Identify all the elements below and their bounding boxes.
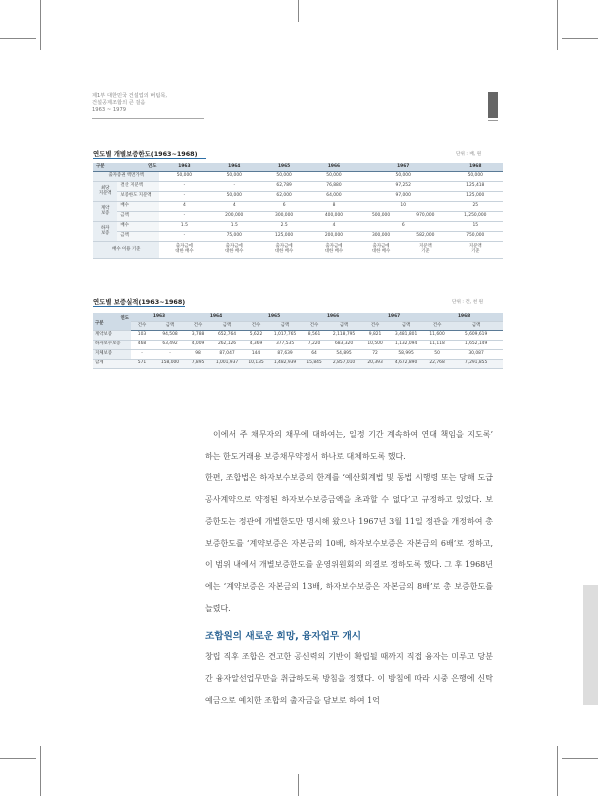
table-row: 금액 - 200,000 300,000 400,000 500,000 970,000 1,250,000 [93,212,503,222]
chapter-tab-rule [488,120,498,121]
year-header: 1967 [359,163,448,172]
table2-corner: 연도 구분 [93,313,131,331]
table-row: 금액 - 75,000 125,000 200,000 300,000 582,000 750,000 [93,232,503,242]
body-paragraph-2: 한편, 조합법은 하자보수보증의 한계를 ‘예산회계법 및 동법 시행령 또는 당해 도급공사계약으로 약정된 하자보수보증금액을 초과할 수 없다’고 규정하고 있었다. 보증한도는 정관에 개별한도만 명시해 왔으나 1967년 3월 11일 정관을 개정하여 총 보증한도를 ‘계약보증은 자본금의 10배, 하자보수보증은 자본금의 6배’로 정하고, 이 범위 내에서 개별보증한도를 운영위원회의 의결로 정하도록 했다. 그 후 1968년에는 ‘계약보증은 자본금의 13배, 하자보수보증은 자본금의 8배’로 총 보증한도를 늘렸다. [205,473,493,613]
table2-subheader-row: 건수 금액 건수 금액 건수 금액 건수 금액 건수 금액 건수 금액 [93,322,503,331]
table2-header-row [93,313,503,322]
crop-mark [0,758,36,759]
crop-mark [298,0,299,22]
year-header: 1964 [209,163,259,172]
table1-title: 연도별 개별보증한도(1963~1968) [93,150,198,158]
year-header: 1968 [425,313,503,322]
body-paragraph-1: 이에서 주 채무자의 채무에 대하여는, 일정 기간 계속하여 연대 책임을 지도록’ 하는 한도거래용 보증채무약정서 하나로 대체하도록 했다. [205,430,493,461]
table-row: 하자보수보증 468 63,492 4,009 262,126 4,369 377,535 7,220 683,320 10,500 1,132,094 11,118 1,652,149 [93,340,503,350]
year-header: 1966 [309,163,359,172]
crop-mark [40,746,41,796]
table1-header-row [93,163,503,172]
header-line-1: 제1부 대한민국 건설업의 버팀목, [92,93,168,99]
table-row: 계약 보증 배수 4 4 6 8 10 25 [93,202,503,212]
table-row: 보증한도 지분액 - 50,000 62,000 64,000 97,000 125,000 [93,192,503,202]
crop-mark [298,774,299,796]
year-header: 1963 [159,163,209,172]
table1-unit: 단위 : 배, 원 [456,152,482,157]
chapter-tab [488,92,498,118]
table2-unit: 단위 : 건, 천 원 [452,300,484,305]
year-header: 1966 [303,313,363,322]
crop-mark [0,38,36,39]
table1 [93,163,503,259]
table2 [93,313,503,369]
header-line-3: 1963 ~ 1979 [92,107,127,113]
table-row: 배수 이용 기준 출자금에 대한 배수 출자금에 대한 배수 출자금에 대한 배수 출자금에 대한 배수 출자금에 대한 배수 지분액 기준 지분액 기준 [93,242,503,259]
crop-mark [40,0,41,50]
table2-title-underline [93,306,185,307]
crop-mark [562,758,598,759]
table-row: 최당 지분액 결산 지분액 - - 62,789 76,880 97,252 125,418 [93,182,503,192]
table1-corner: 구분 연도 [93,163,159,172]
section-body [205,646,493,712]
header-line-2: 건설공제조합의 큰 걸음 [92,100,146,106]
header-rule [92,118,204,119]
year-header: 1965 [259,163,309,172]
table-row: 계약보증 103 94,508 3,788 652,764 5,622 1,017,765 8,561 2,118,795 9,821 3,481,801 11,600 5,609,619 [93,331,503,341]
body-text [205,424,493,619]
table-row-total: 합계 571 158,000 7,895 1,001,937 10,135 1,482,939 15,845 2,857,010 20,393 4,672,890 22,768 7,291,855 [93,359,503,369]
running-header [92,93,167,114]
year-header: 1964 [187,313,245,322]
table-row: 하자 보증 배수 1.5 1.5 2.5 4 6 15 [93,222,503,232]
section-paragraph-1: 창립 직후 조합은 견고한 공신력의 기반이 확립될 때까지 직접 융자는 미루고 당분간 융자알선업무만을 취급하도록 방침을 정했다. 이 방침에 따라 시중 은행에 신탁예금으로 예치한 조합의 출자금을 담보로 하여 1억 [205,652,493,705]
crop-mark [557,746,558,796]
table1-title-underline [93,158,206,159]
year-header: 1967 [363,313,425,322]
year-header: 1968 [448,163,503,172]
section-title: 조합원의 새로운 희망, 융자업무 개시 [205,631,362,642]
table-row: 지체보증 - - 98 87,047 144 87,639 64 54,895 72 58,995 50 30,087 [93,350,503,360]
crop-mark [557,0,558,50]
table2-title: 연도별 보증실적(1963~1968) [93,298,186,306]
year-header: 1963 [131,313,187,322]
year-header: 1965 [245,313,303,322]
crop-mark [562,38,598,39]
edge-photo-strip [583,585,598,705]
table-row: 출자증권 액면가액 50,000 50,000 50,000 50,000 50,000 50,000 [93,172,503,182]
